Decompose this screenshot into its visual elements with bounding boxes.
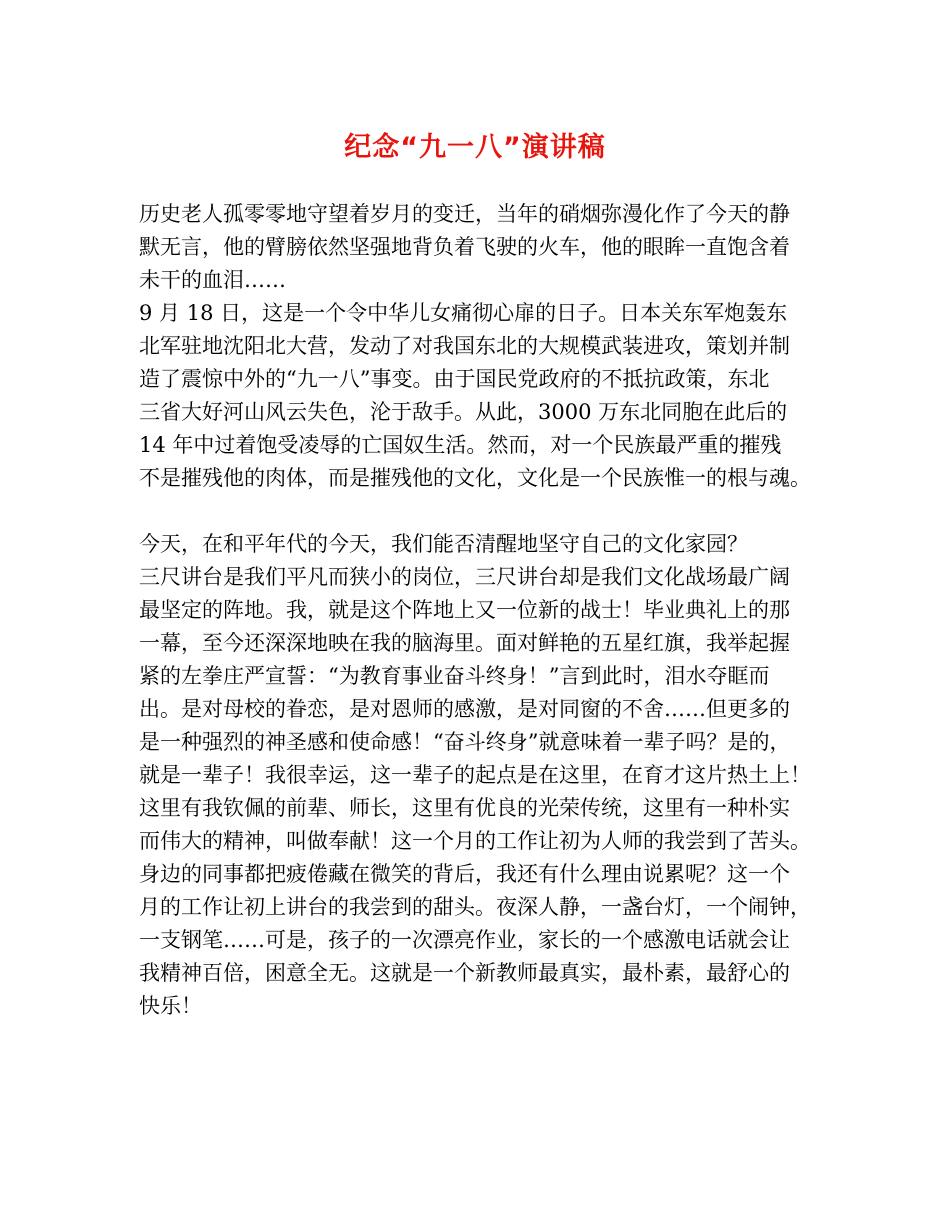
document-title: 纪念“九一八”演讲稿 [344,132,606,163]
text-line: 紧的左拳庄严宣誓：“为教育事业奋斗终身！”言到此时，泪水夺眶而 [139,664,770,688]
text-line: 不是摧残他的肉体，而是摧残他的文化，文化是一个民族惟一的根与魂。 [139,466,811,490]
text-line: 造了震惊中外的“九一八”事变。由于国民党政府的不抵抗政策，东北 [139,367,770,391]
text-line: 我精神百倍，困意全无。这就是一个新教师最真实，最朴素，最舒心的 [139,961,790,985]
document-body [139,198,839,1023]
text-line: 三尺讲台是我们平凡而狭小的岗位，三尺讲台却是我们文化战场最广阔 [139,565,790,589]
text-line: 身边的同事都把疲倦藏在微笑的背后，我还有什么理由说累呢？这一个 [139,862,790,886]
text-line: 未干的血泪…… [139,268,286,292]
text-line: 这里有我钦佩的前辈、师长，这里有优良的光荣传统，这里有一种朴实 [139,796,790,820]
text-line: 默无言，他的臂膀依然坚强地背负着飞驶的火车，他的眼眸一直饱含着 [139,235,790,259]
text-line: 今天，在和平年代的今天，我们能否清醒地坚守自己的文化家园？ [139,532,748,556]
text-line: 一幕，至今还深深地映在我的脑海里。面对鲜艳的五星红旗，我举起握 [139,631,790,655]
text-line: 快乐！ [139,994,202,1018]
text-line: 北军驻地沈阳北大营，发动了对我国东北的大规模武装进攻，策划并制 [139,334,790,358]
text-line: 历史老人孤零零地守望着岁月的变迁，当年的硝烟弥漫化作了今天的静 [139,202,790,226]
text-line: 出。是对母校的眷恋，是对恩师的感激，是对同窗的不舍……但更多的 [139,697,790,721]
text-line: 月的工作让初上讲台的我尝到的甜头。夜深人静，一盏台灯，一个闹钟， [139,895,811,919]
text-line: 最坚定的阵地。我，就是这个阵地上又一位新的战士！毕业典礼上的那 [139,598,790,622]
text-line: 而伟大的精神，叫做奉献！这一个月的工作让初为人师的我尝到了苦头。 [139,829,811,853]
text-line: 是一种强烈的神圣感和使命感！“奋斗终身”就意味着一辈子吗？是的， [139,730,791,754]
text-line: 9 月 18 日，这是一个令中华儿女痛彻心扉的日子。日本关东军炮轰东 [139,301,788,325]
text-line: 一支钢笔……可是，孩子的一次漂亮作业，家长的一个感激电话就会让 [139,928,790,952]
text-line: 三省大好河山风云失色，沦于敌手。从此，3000 万东北同胞在此后的 [139,400,788,424]
blank-line [139,495,839,528]
text-line: 就是一辈子！我很幸运，这一辈子的起点是在这里，在育才这片热土上！ [139,763,811,787]
text-line: 14 年中过着饱受凌辱的亡国奴生活。然而，对一个民族最严重的摧残 [139,433,782,457]
